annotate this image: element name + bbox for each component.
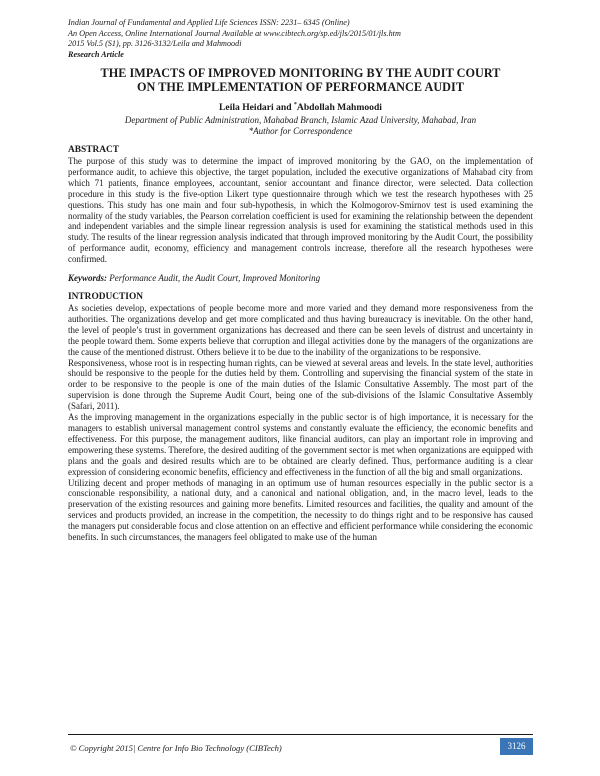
author-2: Abdollah Mahmoodi bbox=[296, 102, 382, 114]
journal-line-3: 2015 Vol.5 (S1), pp. 3126-3132/Leila and Mahmoodi bbox=[68, 39, 242, 49]
paper-title bbox=[68, 66, 533, 94]
footer-rule bbox=[68, 734, 533, 735]
journal-line-1: Indian Journal of Fundamental and Applied Life Sciences ISSN: 2231– 6345 (Online) bbox=[68, 18, 350, 27]
page-number-badge: 3126 bbox=[500, 738, 533, 755]
journal-line-2: An Open Access, Online International Journal Available at www.cibtech.org/sp.ed/jls/2015/01/jls.htm bbox=[68, 28, 401, 38]
title-line-2: ON THE IMPLEMENTATION OF PERFORMANCE AUDIT bbox=[137, 80, 464, 95]
introduction-heading: INTRODUCTION bbox=[68, 292, 144, 303]
abstract-text: The purpose of this study was to determine the impact of improved monitoring by the GAO, on the implementation of performance audit, to achieve this objective, the target population, included the executive organizations of Mahabad city from which 71 patients, finance employees, accountant, senior accountant and finance director, were selected. Data collection procedure in this study is the five-option Likert type questionnaire through which we test the research hypotheses with 25 questions. This study has one main and four sub-hypothesis, in which the Kolmogorov-Smirnov test is used examining the normality of the study variables, the Pearson correlation coefficient is used for examining the relationship between the dependent and independent variables and the simple linear regression analysis is used for examining the statistical methods used in this study. The results of the linear regression analysis indicated that through improved monitoring by the Audit Court, the possibility of performance audit, economy, efficiency and management controls increase, therefore all the research hypotheses were confirmed. bbox=[68, 155, 533, 265]
title-line-1: THE IMPACTS OF IMPROVED MONITORING BY THE AUDIT COURT bbox=[100, 66, 501, 81]
correspondence-note: *Author for Correspondence bbox=[248, 125, 353, 136]
keywords bbox=[68, 273, 533, 284]
intro-paragraph-1: As societies develop, expectations of people become more and more varied and they demand more responsiveness from the authorities. The organizations develop and get more complicated and thus having bureaucracy is inevitable. On the other hand, the level of people’s trust in government organizations has decreased and there can be seen levels of distrust and uncertainty in the people toward them. Some experts believe that corruption and illegal activities done by the managers of the organizations are the cause of the mentioned distrust. Others believe it to be due to the inability of the organizations to be responsive. bbox=[68, 303, 533, 357]
intro-paragraph-3: As the improving management in the organizations especially in the public sector is of high importance, it is necessary for the managers to establish universal management control systems and constantly evaluate the efficiency, the economic benefits and effectiveness. For this purpose, the management auditors, like financial auditors, can play an important role in improving and empowering these systems. Therefore, the desired auditing of the government sector is met when organizations are equipped with plans and the goals and desired results which are to be obtained are clearly defined. Thus, performance auditing is a clear expression of considering economic benefits, efficiency and effectiveness in the function of all the big and small organizations. bbox=[68, 412, 533, 477]
intro-paragraph-2: Responsiveness, whose root is in respecting human rights, can be viewed at several areas and levels. In the state level, authorities should be responsive to the people for the duties held by them. Controlling and supervising the financial system of the state in order to be responsive to the people is one of the main duties of the Islamic Consultative Assembly. The most part of the supervision is done through the Supreme Audit Court, being one of the sub-divisions of the Islamic Consultative Assembly (Safari, 2011). bbox=[68, 357, 533, 412]
abstract-heading: ABSTRACT bbox=[68, 144, 120, 155]
author-1: Leila Heidari and bbox=[219, 102, 294, 114]
copyright-notice: © Copyright 2015| Centre for Info Bio Technology (CIBTech) bbox=[70, 743, 282, 753]
keywords-label: Keywords: bbox=[68, 273, 107, 284]
intro-paragraph-4: Utilizing decent and proper methods of managing in an optimum use of human resources especially in the public sector is a conscionable responsibility, a national duty, and a canonical and national obligation, and, in the macro level, leads to the preservation of the existing resources and gaining more benefits. Limited resources and facilities, the quality and amount of the services and products provided, an increase in the competition, the necessity to do things right and to be responsive has caused the managers put considerable focus and close attention on an effective and efficient performance while considering the economic benefits. In such circumstances, the managers feel obligated to make use of the human bbox=[68, 477, 533, 543]
correspondence-marker: * bbox=[293, 102, 297, 109]
paper-page bbox=[68, 18, 533, 543]
authors bbox=[68, 99, 533, 114]
journal-header bbox=[68, 18, 533, 60]
keywords-value: Performance Audit, the Audit Court, Improved Monitoring bbox=[107, 273, 321, 284]
article-type: Research Article bbox=[68, 49, 124, 59]
affiliation: Department of Public Administration, Mahabad Branch, Islamic Azad University, Mahabad, Iran bbox=[124, 114, 477, 125]
